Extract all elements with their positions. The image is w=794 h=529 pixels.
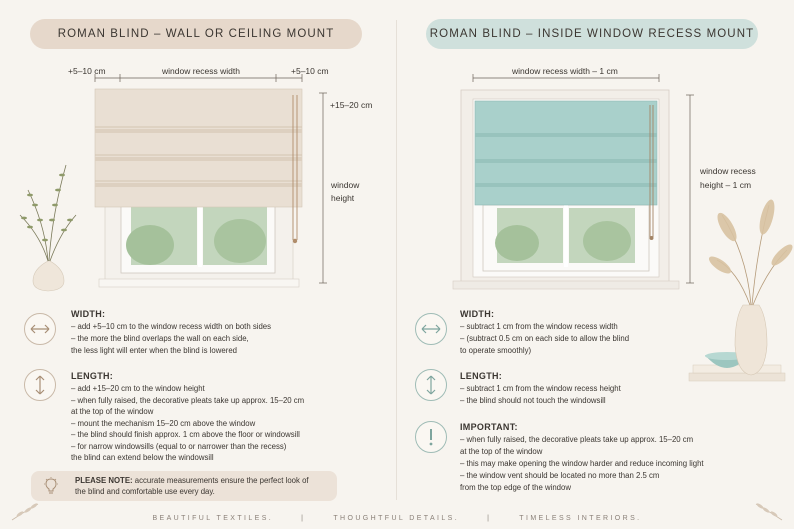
left-length-line: – when fully raised, the decorative pleats take up approx. 15–20 cm	[71, 396, 305, 405]
left-width-line: the less light will enter when the blind is lowered	[71, 346, 237, 355]
left-dim-side-left: +5–10 cm	[68, 66, 106, 76]
height-arrows-icon	[24, 369, 56, 401]
note-text-2: the blind and comfortable use every day.	[75, 487, 215, 496]
width-arrows-icon	[415, 313, 447, 345]
footer-item: THOUGHTFUL DETAILS.	[333, 515, 460, 522]
left-length-line: – add +15–20 cm to the window height	[71, 384, 205, 393]
footer-separator: |	[301, 515, 306, 522]
right-length-head: LENGTH:	[460, 371, 503, 381]
left-length-line: – the blind should finish approx. 1 cm above the floor or windowsill	[71, 430, 300, 439]
lightbulb-icon	[43, 477, 59, 495]
height-arrows-icon	[415, 369, 447, 401]
left-dim-top-extra: +15–20 cm	[330, 100, 373, 110]
left-dim-height-1: window	[331, 180, 360, 190]
right-title-pill	[426, 19, 758, 49]
right-length-line: – subtract 1 cm from the window recess height	[460, 384, 621, 393]
left-width-line: – add +5–10 cm to the window recess width on both sides	[71, 322, 272, 331]
right-illustration	[397, 55, 794, 400]
left-length-line: the blind can extend below the windowsill	[71, 453, 214, 462]
right-length-line: – the blind should not touch the windowsill	[460, 396, 606, 405]
footer-tagline	[0, 515, 794, 522]
left-length-head: LENGTH:	[71, 371, 114, 381]
right-dim-height-2: height – 1 cm	[700, 180, 752, 190]
right-important-head: IMPORTANT:	[460, 422, 518, 432]
left-illustration	[0, 55, 396, 300]
right-important-line: – the window vent should be located no more than 2.5 cm	[460, 471, 660, 480]
left-dim-recess-width: window recess width	[162, 66, 240, 76]
footer-item: TIMELESS INTERIORS.	[519, 515, 642, 522]
right-width-line: – (subtract 0.5 cm on each side to allow the blind	[460, 334, 630, 343]
left-width-head: WIDTH:	[71, 309, 106, 319]
right-title: ROMAN BLIND – INSIDE WINDOW RECESS MOUNT	[429, 28, 755, 40]
right-important-line: – when fully raised, the decorative pleats take up approx. 15–20 cm	[460, 435, 694, 444]
right-important-line: at the top of the window	[460, 447, 543, 456]
note-text-1: accurate measurements ensure the perfect look of	[132, 476, 309, 485]
note-bold: PLEASE NOTE:	[75, 476, 133, 485]
left-title: ROMAN BLIND – WALL OR CEILING MOUNT	[57, 28, 335, 40]
left-dim-height-2: height	[331, 193, 355, 203]
left-width-line: – the more the blind overlaps the wall on each side,	[71, 334, 249, 343]
left-length-line: – mount the mechanism 15–20 cm above the window	[71, 419, 256, 428]
exclamation-icon	[415, 421, 447, 453]
right-width-line: – subtract 1 cm from the window recess width	[460, 322, 618, 331]
right-important-line: from the top edge of the window	[460, 483, 571, 492]
left-length-line: at the top of the window	[71, 407, 154, 416]
left-title-pill	[30, 19, 362, 49]
footer-item: BEAUTIFUL TEXTILES.	[152, 515, 274, 522]
please-note-box	[31, 471, 337, 501]
right-width-head: WIDTH:	[460, 309, 495, 319]
right-width-line: to operate smoothly)	[460, 346, 532, 355]
right-dim-height-1: window recess	[700, 166, 756, 176]
right-important-line: – this may make opening the window harder and reduce incoming light	[460, 459, 704, 468]
footer-separator: |	[487, 515, 492, 522]
left-dim-side-right: +5–10 cm	[291, 66, 329, 76]
width-arrows-icon	[24, 313, 56, 345]
right-dim-width: window recess width – 1 cm	[512, 66, 618, 76]
left-length-line: – for narrow windowsills (equal to or narrower than the recess)	[71, 442, 287, 451]
